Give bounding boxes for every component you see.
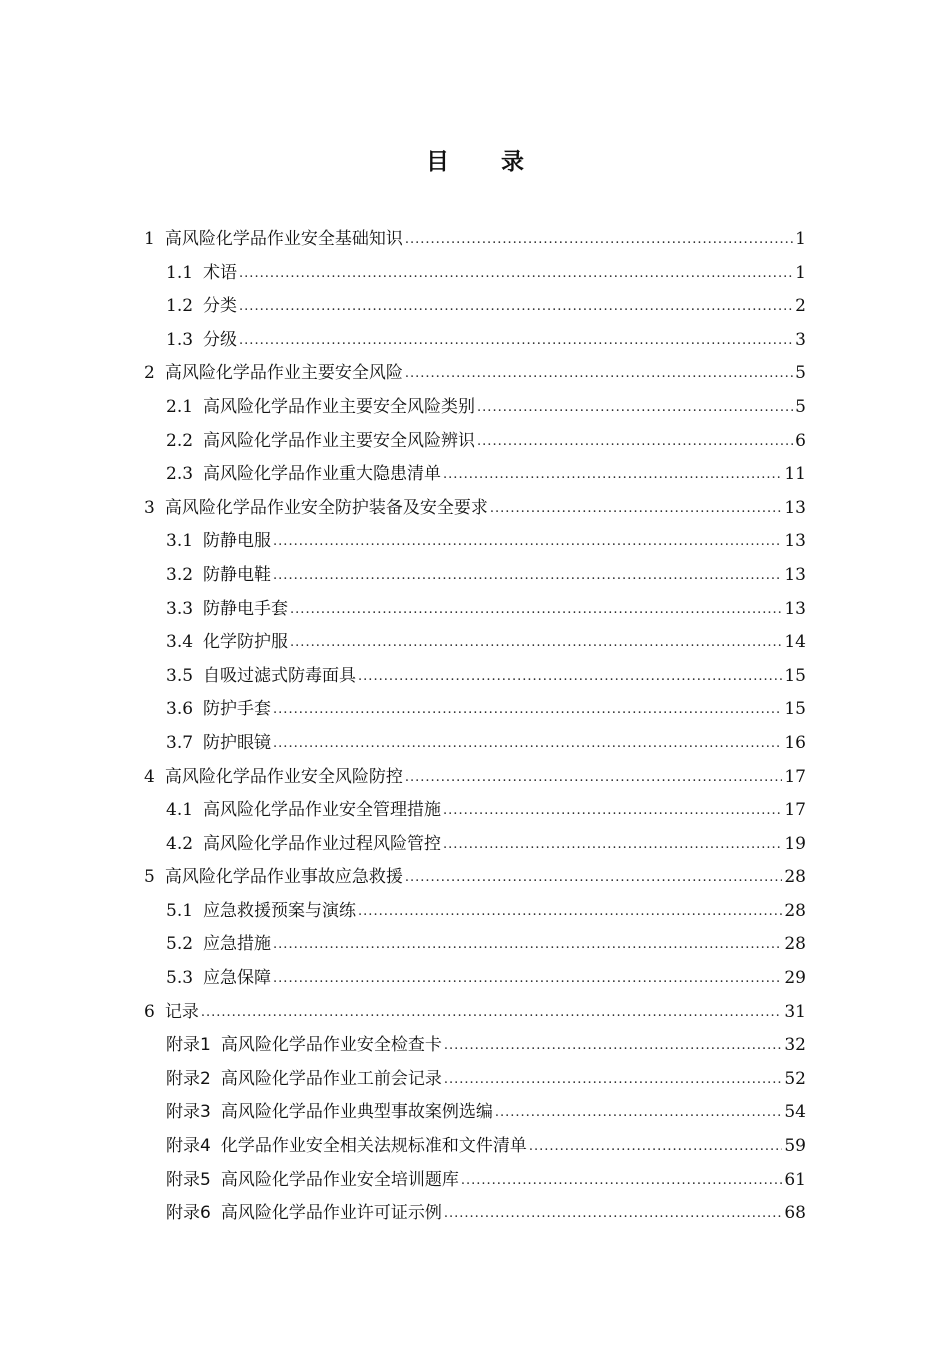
toc-entry-title: 防静电鞋 bbox=[203, 564, 272, 585]
toc-dot-leader bbox=[239, 257, 793, 291]
toc-entry-title: 应急保障 bbox=[203, 968, 272, 989]
toc-dot-leader bbox=[443, 458, 782, 492]
toc-entry-title: 化学品作业安全相关法规标准和文件清单 bbox=[220, 1136, 527, 1157]
toc-entry-page-number: 2 bbox=[795, 296, 806, 317]
toc-entry-number: 附录4 bbox=[166, 1136, 211, 1157]
toc-entry-title: 高风险化学品作业过程风险管控 bbox=[203, 833, 442, 854]
toc-entry-title: 高风险化学品作业安全管理措施 bbox=[203, 800, 442, 821]
toc-entry-title: 高风险化学品作业工前会记录 bbox=[220, 1068, 442, 1089]
toc-entry-page-number: 14 bbox=[784, 632, 806, 653]
toc-entry-page-number: 13 bbox=[784, 598, 806, 619]
toc-entry-title: 高风险化学品作业安全防护装备及安全要求 bbox=[164, 497, 488, 518]
toc-dot-leader bbox=[405, 861, 783, 895]
toc-dot-leader bbox=[290, 626, 782, 660]
toc-dot-leader bbox=[273, 559, 782, 593]
toc-entry-page-number: 28 bbox=[784, 867, 806, 888]
toc-entry-number: 附录1 bbox=[166, 1035, 211, 1056]
toc-entry-page-number: 17 bbox=[784, 766, 806, 787]
toc-dot-leader bbox=[405, 223, 793, 257]
toc-entry-number: 1 bbox=[144, 229, 155, 249]
toc-entry-number: 3.7 bbox=[166, 732, 194, 753]
toc-entry[interactable] bbox=[144, 1029, 806, 1063]
toc-entry[interactable] bbox=[144, 1063, 806, 1097]
toc-entry-page-number: 61 bbox=[784, 1169, 806, 1190]
toc-entry-title: 高风险化学品作业安全培训题库 bbox=[220, 1169, 459, 1190]
toc-entry-number: 4 bbox=[144, 766, 155, 787]
toc-entry-page-number: 31 bbox=[784, 1001, 806, 1022]
toc-entry[interactable] bbox=[144, 996, 806, 1030]
toc-entry-number: 5 bbox=[144, 867, 155, 888]
toc-entry-number: 1.3 bbox=[166, 329, 194, 350]
toc-entry-page-number: 3 bbox=[795, 329, 806, 350]
toc-entry-title: 高风险化学品作业许可证示例 bbox=[220, 1203, 442, 1224]
toc-dot-leader bbox=[273, 727, 782, 761]
toc-entry[interactable] bbox=[144, 1130, 806, 1164]
toc-dot-leader bbox=[290, 593, 782, 627]
toc-entry-number: 附录6 bbox=[166, 1203, 211, 1224]
toc-entry-number: 附录5 bbox=[166, 1169, 211, 1190]
toc-entry-page-number: 68 bbox=[784, 1203, 806, 1224]
toc-entry[interactable] bbox=[144, 525, 806, 559]
toc-entry-number: 2 bbox=[144, 363, 155, 384]
toc-entry-number: 5.2 bbox=[166, 934, 194, 955]
toc-entry-page-number: 5 bbox=[795, 396, 806, 417]
toc-entry-title: 高风险化学品作业安全检查卡 bbox=[220, 1035, 442, 1056]
toc-entry-title: 高风险化学品作业事故应急救援 bbox=[164, 867, 403, 888]
toc-entry-number: 附录2 bbox=[166, 1068, 211, 1089]
toc-dot-leader bbox=[443, 828, 782, 862]
toc-dot-leader bbox=[405, 761, 783, 795]
toc-dot-leader bbox=[273, 525, 782, 559]
toc-entry[interactable] bbox=[144, 593, 806, 627]
toc-dot-leader bbox=[461, 1164, 783, 1198]
toc-entry-title: 术语 bbox=[203, 262, 238, 283]
toc-entry[interactable] bbox=[144, 324, 806, 358]
toc-entry[interactable] bbox=[144, 928, 806, 962]
toc-dot-leader bbox=[490, 492, 783, 526]
toc-entry-page-number: 1 bbox=[795, 229, 806, 249]
toc-dot-leader bbox=[477, 425, 793, 459]
toc-entry-title: 化学防护服 bbox=[203, 632, 289, 653]
toc-entry-page-number: 15 bbox=[784, 699, 806, 720]
toc-entry-title: 高风险化学品作业重大隐患清单 bbox=[203, 464, 442, 485]
toc-entry-page-number: 32 bbox=[784, 1035, 806, 1056]
toc-dot-leader bbox=[443, 794, 782, 828]
toc-entry[interactable] bbox=[144, 962, 806, 996]
toc-entry-title: 应急措施 bbox=[203, 934, 272, 955]
toc-entry[interactable] bbox=[144, 1164, 806, 1198]
toc-dot-leader bbox=[358, 660, 782, 694]
toc-entry-number: 4.1 bbox=[166, 800, 194, 821]
toc-entry[interactable] bbox=[144, 761, 806, 795]
toc-entry-page-number: 59 bbox=[784, 1136, 806, 1157]
toc-dot-leader bbox=[405, 357, 793, 391]
toc-entry[interactable] bbox=[144, 693, 806, 727]
toc-dot-leader bbox=[444, 1063, 783, 1097]
toc-entry-page-number: 1 bbox=[795, 262, 806, 283]
toc-entry[interactable] bbox=[144, 660, 806, 694]
page-title: 目 录 bbox=[425, 149, 546, 175]
toc-dot-leader bbox=[358, 895, 782, 929]
toc-entry-title: 高风险化学品作业主要安全风险辨识 bbox=[203, 430, 476, 451]
toc-entry-number: 4.2 bbox=[166, 833, 194, 854]
toc-entry[interactable] bbox=[144, 257, 806, 291]
toc-entry-title: 防护手套 bbox=[203, 699, 272, 720]
toc-entry-number: 2.3 bbox=[166, 464, 194, 485]
toc-entry-title: 高风险化学品作业典型事故案例选编 bbox=[220, 1102, 493, 1123]
toc-dot-leader bbox=[273, 693, 782, 727]
toc-dot-leader bbox=[239, 290, 793, 324]
toc-dot-leader bbox=[529, 1130, 783, 1164]
toc-entry-title: 分类 bbox=[203, 296, 238, 317]
toc-entry[interactable] bbox=[144, 223, 806, 257]
toc-entry-number: 5.1 bbox=[166, 900, 194, 921]
toc-entry-page-number: 28 bbox=[784, 900, 806, 921]
toc-dot-leader bbox=[273, 962, 782, 996]
toc-entry-title: 防静电服 bbox=[203, 531, 272, 552]
toc-entry-number: 5.3 bbox=[166, 968, 194, 989]
toc-entry-title: 应急救援预案与演练 bbox=[203, 900, 357, 921]
toc-entry-page-number: 5 bbox=[795, 363, 806, 384]
toc-dot-leader bbox=[273, 928, 782, 962]
toc-entry-number: 3.1 bbox=[166, 531, 194, 552]
toc-entry[interactable] bbox=[144, 1197, 806, 1231]
toc-entry-page-number: 19 bbox=[784, 833, 806, 854]
toc-entry-page-number: 28 bbox=[784, 934, 806, 955]
toc-entry-page-number: 54 bbox=[784, 1102, 806, 1123]
toc-entry-number: 6 bbox=[144, 1001, 155, 1022]
toc-entry-number: 3 bbox=[144, 497, 155, 518]
toc-entry[interactable] bbox=[144, 391, 806, 425]
toc-entry-page-number: 16 bbox=[784, 732, 806, 753]
toc-entry-number: 2.2 bbox=[166, 430, 194, 451]
toc-dot-leader bbox=[495, 1096, 783, 1130]
toc-entry-title: 记录 bbox=[164, 1001, 199, 1022]
toc-entry-title: 高风险化学品作业安全基础知识 bbox=[164, 229, 403, 249]
toc-entry-number: 2.1 bbox=[166, 396, 194, 417]
toc-entry-page-number: 13 bbox=[784, 564, 806, 585]
toc-entry-number: 1.2 bbox=[166, 296, 194, 317]
toc-entry-number: 3.6 bbox=[166, 699, 194, 720]
toc-entry[interactable] bbox=[144, 458, 806, 492]
toc-entry-page-number: 6 bbox=[795, 430, 806, 451]
toc-dot-leader bbox=[201, 996, 783, 1030]
toc-entry-page-number: 11 bbox=[784, 464, 806, 485]
toc-entry-number: 附录3 bbox=[166, 1102, 211, 1123]
toc-dot-leader bbox=[444, 1029, 783, 1063]
toc-dot-leader bbox=[444, 1197, 783, 1231]
toc-entry-title: 高风险化学品作业安全风险防控 bbox=[164, 766, 403, 787]
toc-entry-number: 3.5 bbox=[166, 665, 194, 686]
toc-entry[interactable] bbox=[144, 559, 806, 593]
toc-entry-page-number: 15 bbox=[784, 665, 806, 686]
toc-entry[interactable] bbox=[144, 1096, 806, 1130]
table-of-contents bbox=[144, 223, 806, 1231]
toc-entry[interactable] bbox=[144, 828, 806, 862]
toc-entry-number: 1.1 bbox=[166, 262, 194, 283]
toc-entry-page-number: 13 bbox=[784, 531, 806, 552]
toc-entry-title: 防护眼镜 bbox=[203, 732, 272, 753]
toc-dot-leader bbox=[477, 391, 793, 425]
toc-entry-number: 3.3 bbox=[166, 598, 194, 619]
toc-entry-page-number: 13 bbox=[784, 497, 806, 518]
toc-entry-number: 3.2 bbox=[166, 564, 194, 585]
toc-entry-title: 分级 bbox=[203, 329, 238, 350]
toc-entry[interactable] bbox=[144, 290, 806, 324]
toc-entry-page-number: 29 bbox=[784, 968, 806, 989]
toc-entry[interactable] bbox=[144, 727, 806, 761]
toc-entry[interactable] bbox=[144, 357, 806, 391]
toc-entry[interactable] bbox=[144, 492, 806, 526]
toc-entry-title: 高风险化学品作业主要安全风险 bbox=[164, 363, 403, 384]
toc-entry[interactable] bbox=[144, 861, 806, 895]
toc-entry-title: 防静电手套 bbox=[203, 598, 289, 619]
toc-entry[interactable] bbox=[144, 425, 806, 459]
toc-entry[interactable] bbox=[144, 794, 806, 828]
toc-entry-page-number: 17 bbox=[784, 800, 806, 821]
toc-entry-number: 3.4 bbox=[166, 632, 194, 653]
toc-entry-title: 自吸过滤式防毒面具 bbox=[203, 665, 357, 686]
toc-entry[interactable] bbox=[144, 626, 806, 660]
toc-entry-title: 高风险化学品作业主要安全风险类别 bbox=[203, 396, 476, 417]
toc-entry-page-number: 52 bbox=[784, 1068, 806, 1089]
toc-dot-leader bbox=[239, 324, 793, 358]
toc-entry[interactable] bbox=[144, 895, 806, 929]
